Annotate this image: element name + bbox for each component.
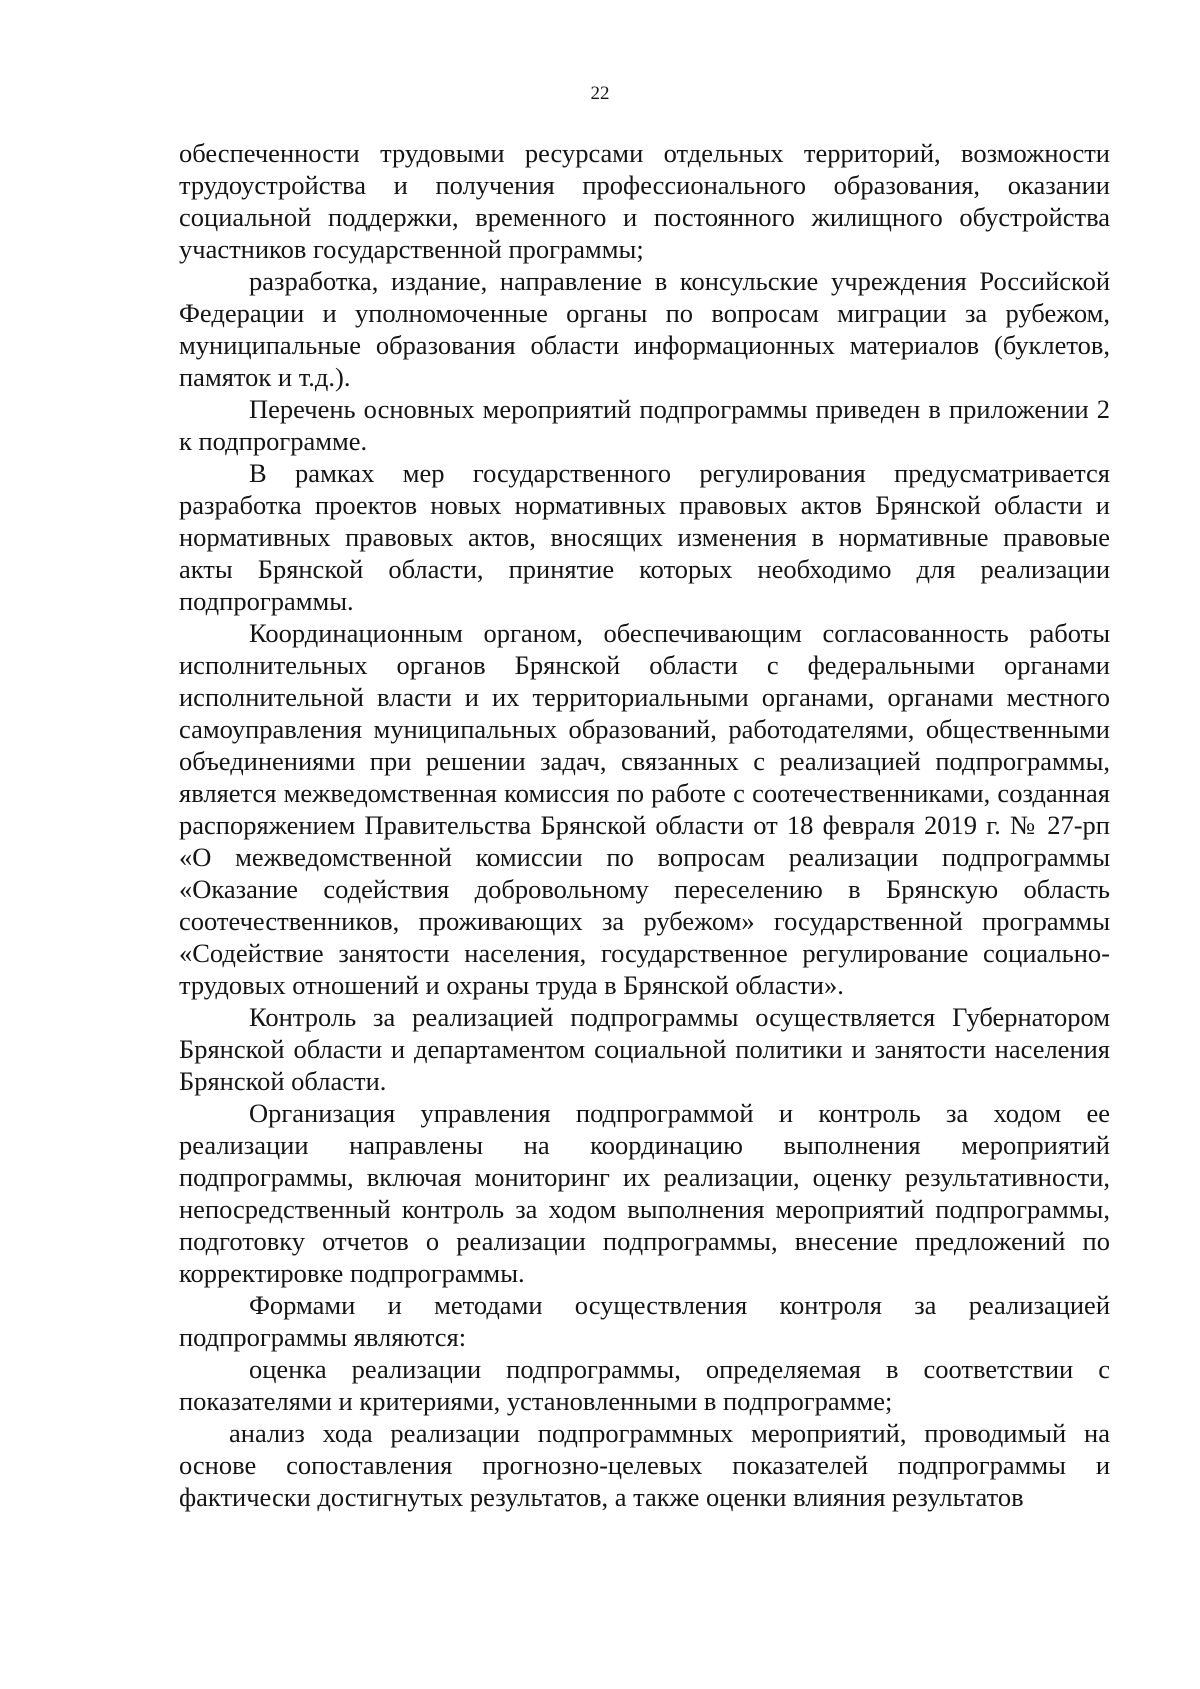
paragraph-analysis: анализ хода реализации подпрограммных мероприятий, проводимый на основе сопоставления прогнозно-целевых показателей подпрограммы и фактически достигнутых результатов, а также оценки влияния результатов [179, 1418, 1110, 1512]
paragraph-materials-development: разработка, издание, направление в консульские учреждения Российской Федерации и уполномоченные органы по вопросам миграции за рубежом, муниципальные образования области информационных материалов (буклетов, памяток и т.д.). [179, 266, 1110, 392]
paragraph-state-regulation: В рамках мер государственного регулирования предусматривается разработка проектов новых нормативных правовых актов Брянской области и нормативных правовых актов, вносящих изменения в нормативные правовые акты Брянской области, принятие которых необходимо для реализации подпрограммы. [179, 458, 1110, 616]
paragraph-evaluation: оценка реализации подпрограммы, определяемая в соответствии с показателями и критериями, установленными в подпрограмме; [179, 1354, 1110, 1416]
paragraph-continuation: обеспеченности трудовыми ресурсами отдельных территорий, возможности трудоустройства и получения профессионального образования, оказании социальной поддержки, временного и постоянного жилищного обустройства участников государственной программы; [179, 138, 1110, 264]
paragraph-activities-list: Перечень основных мероприятий подпрограммы приведен в приложении 2 к подпрограмме. [179, 394, 1110, 456]
paragraph-control-forms: Формами и методами осуществления контроля за реализацией подпрограммы являются: [179, 1290, 1110, 1352]
paragraph-control: Контроль за реализацией подпрограммы осуществляется Губернатором Брянской области и департаментом социальной политики и занятости населения Брянской области. [179, 1002, 1110, 1096]
document-body [179, 137, 1110, 1513]
paragraph-management: Организация управления подпрограммой и контроль за ходом ее реализации направлены на координацию выполнения мероприятий подпрограммы, включая мониторинг их реализации, оценку результативности, непосредственный контроль за ходом выполнения мероприятий подпрограммы, подготовку отчетов о реализации подпрограммы, внесение предложений по корректировке подпрограммы. [179, 1098, 1110, 1288]
page-number: 22 [590, 83, 610, 104]
paragraph-coordination-body: Координационным органом, обеспечивающим согласованность работы исполнительных органов Брянской области с федеральными органами исполнительной власти и их территориальными органами, органами местного самоуправления муниципальных образований, работодателями, общественными объединениями при решении задач, связанных с реализацией подпрограммы, является межведомственная комиссия по работе с соотечественниками, созданная распоряжением Правительства Брянской области от 18 февраля 2019 г. № 27-рп «О межведомственной комиссии по вопросам реализации подпрограммы «Оказание содействия добровольному переселению в Брянскую область соотечественников, проживающих за рубежом» государственной программы «Содействие занятости населения, государственное регулирование социально-трудовых отношений и охраны труда в Брянской области». [179, 618, 1110, 1000]
